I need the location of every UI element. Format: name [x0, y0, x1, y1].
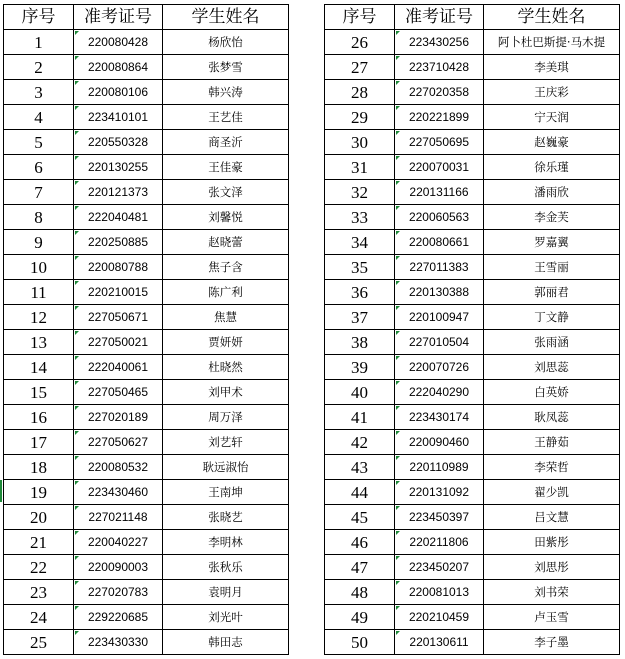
exam-id-cell[interactable]: 223430330: [74, 630, 163, 655]
table-row: [325, 330, 620, 355]
row-selection-marker: [0, 480, 2, 502]
table-row: [325, 30, 620, 55]
header-id[interactable]: 准考证号: [395, 5, 484, 30]
seq-cell[interactable]: 1: [4, 30, 74, 55]
exam-id-cell[interactable]: 220080106: [74, 80, 163, 105]
table-row: [4, 205, 289, 230]
table-row: [325, 605, 620, 630]
student-name-cell[interactable]: 阿卜杜巴斯提·马木提: [484, 30, 620, 55]
student-name-cell[interactable]: 张文泽: [163, 180, 289, 205]
table-row: [325, 380, 620, 405]
student-name-cell[interactable]: 刘馨悦: [163, 205, 289, 230]
seq-cell[interactable]: 49: [325, 605, 395, 630]
seq-cell[interactable]: 39: [325, 355, 395, 380]
table-row: [4, 555, 289, 580]
student-name-cell[interactable]: 张秋乐: [163, 555, 289, 580]
table-row: [4, 305, 289, 330]
exam-id-cell[interactable]: 227020783: [74, 580, 163, 605]
exam-id-cell[interactable]: 227050021: [74, 330, 163, 355]
exam-id-cell[interactable]: 220080788: [74, 255, 163, 280]
table-body-left: [4, 30, 289, 655]
exam-id-cell[interactable]: 220080661: [395, 230, 484, 255]
student-name-cell[interactable]: 张梦雪: [163, 55, 289, 80]
seq-cell[interactable]: 11: [4, 280, 74, 305]
student-name-cell[interactable]: 王南坤: [163, 480, 289, 505]
seq-cell[interactable]: 12: [4, 305, 74, 330]
student-name-cell[interactable]: 潘雨欣: [484, 180, 620, 205]
seq-cell[interactable]: 46: [325, 530, 395, 555]
seq-cell[interactable]: 13: [4, 330, 74, 355]
table-row: [4, 505, 289, 530]
seq-cell[interactable]: 42: [325, 430, 395, 455]
student-name-cell[interactable]: 赵巍豪: [484, 130, 620, 155]
table-row: [325, 430, 620, 455]
seq-cell[interactable]: 47: [325, 555, 395, 580]
seq-cell[interactable]: 6: [4, 155, 74, 180]
seq-cell[interactable]: 24: [4, 605, 74, 630]
student-name-cell[interactable]: 刘书荣: [484, 580, 620, 605]
student-name-cell[interactable]: 韩田志: [163, 630, 289, 655]
table-body-right: [325, 30, 620, 655]
exam-id-cell[interactable]: 222040061: [74, 355, 163, 380]
student-name-cell[interactable]: 李金芙: [484, 205, 620, 230]
table-row: [325, 305, 620, 330]
student-name-cell[interactable]: 杜晓然: [163, 355, 289, 380]
header-no[interactable]: 序号: [325, 5, 395, 30]
student-name-cell[interactable]: 吕文慧: [484, 505, 620, 530]
exam-id-cell[interactable]: 222040290: [395, 380, 484, 405]
seq-cell[interactable]: 32: [325, 180, 395, 205]
seq-cell[interactable]: 18: [4, 455, 74, 480]
table-row: [4, 530, 289, 555]
table-row: [4, 330, 289, 355]
exam-id-cell[interactable]: 227050695: [395, 130, 484, 155]
student-name-cell[interactable]: 李美琪: [484, 55, 620, 80]
seq-cell[interactable]: 50: [325, 630, 395, 655]
table-row: [325, 255, 620, 280]
exam-id-cell[interactable]: 223450207: [395, 555, 484, 580]
student-name-cell[interactable]: 耿凤蕊: [484, 405, 620, 430]
seq-cell[interactable]: 28: [325, 80, 395, 105]
table-row: [325, 505, 620, 530]
student-name-cell[interactable]: 卢玉雪: [484, 605, 620, 630]
student-name-cell[interactable]: 李子墨: [484, 630, 620, 655]
table-row: [4, 130, 289, 155]
student-name-cell[interactable]: 王静茹: [484, 430, 620, 455]
exam-id-cell[interactable]: 220210015: [74, 280, 163, 305]
student-name-cell[interactable]: 白英娇: [484, 380, 620, 405]
exam-id-cell[interactable]: 227011383: [395, 255, 484, 280]
exam-id-cell[interactable]: 220550328: [74, 130, 163, 155]
header-name[interactable]: 学生姓名: [163, 5, 289, 30]
seq-cell[interactable]: 48: [325, 580, 395, 605]
exam-id-cell[interactable]: 220040227: [74, 530, 163, 555]
table-row: [4, 480, 289, 505]
exam-id-cell[interactable]: 220131166: [395, 180, 484, 205]
exam-id-cell[interactable]: 223710428: [395, 55, 484, 80]
student-table-right: [324, 4, 620, 655]
seq-cell[interactable]: 33: [325, 205, 395, 230]
student-name-cell[interactable]: 宁天润: [484, 105, 620, 130]
table-row: [325, 280, 620, 305]
table-row: [4, 105, 289, 130]
header-row: [4, 5, 289, 30]
student-name-cell[interactable]: 刘光叶: [163, 605, 289, 630]
table-row: [325, 355, 620, 380]
seq-cell[interactable]: 40: [325, 380, 395, 405]
header-row: [325, 5, 620, 30]
seq-cell[interactable]: 36: [325, 280, 395, 305]
seq-cell[interactable]: 31: [325, 155, 395, 180]
table-row: [4, 405, 289, 430]
seq-cell[interactable]: 43: [325, 455, 395, 480]
table-row: [325, 580, 620, 605]
exam-id-cell[interactable]: 220131092: [395, 480, 484, 505]
table-row: [4, 580, 289, 605]
seq-cell[interactable]: 23: [4, 580, 74, 605]
student-name-cell[interactable]: 贾妍妍: [163, 330, 289, 355]
header-no[interactable]: 序号: [4, 5, 74, 30]
seq-cell[interactable]: 5: [4, 130, 74, 155]
student-name-cell[interactable]: 罗嘉翼: [484, 230, 620, 255]
table-row: [325, 55, 620, 80]
exam-id-cell[interactable]: 223430174: [395, 405, 484, 430]
exam-id-cell[interactable]: 220080532: [74, 455, 163, 480]
seq-cell[interactable]: 35: [325, 255, 395, 280]
table-row: [325, 105, 620, 130]
student-name-cell[interactable]: 赵晓蕾: [163, 230, 289, 255]
table-row: [325, 480, 620, 505]
student-name-cell[interactable]: 翟少凯: [484, 480, 620, 505]
seq-cell[interactable]: 7: [4, 180, 74, 205]
exam-id-cell[interactable]: 227020189: [74, 405, 163, 430]
seq-cell[interactable]: 17: [4, 430, 74, 455]
table-row: [4, 430, 289, 455]
student-name-cell[interactable]: 陈广利: [163, 280, 289, 305]
exam-id-cell[interactable]: 223410101: [74, 105, 163, 130]
exam-id-cell[interactable]: 220221899: [395, 105, 484, 130]
seq-cell[interactable]: 8: [4, 205, 74, 230]
exam-id-cell[interactable]: 220100947: [395, 305, 484, 330]
seq-cell[interactable]: 16: [4, 405, 74, 430]
student-name-cell[interactable]: 商圣沂: [163, 130, 289, 155]
table-row: [4, 80, 289, 105]
exam-id-cell[interactable]: 223450397: [395, 505, 484, 530]
seq-cell[interactable]: 41: [325, 405, 395, 430]
student-table-left: [3, 4, 289, 655]
student-name-cell[interactable]: 王雪丽: [484, 255, 620, 280]
seq-cell[interactable]: 37: [325, 305, 395, 330]
table-row: [325, 555, 620, 580]
student-name-cell[interactable]: 田紫彤: [484, 530, 620, 555]
exam-id-cell[interactable]: 220060563: [395, 205, 484, 230]
seq-cell[interactable]: 20: [4, 505, 74, 530]
seq-cell[interactable]: 14: [4, 355, 74, 380]
student-name-cell[interactable]: 李荣哲: [484, 455, 620, 480]
student-name-cell[interactable]: 杨欣怡: [163, 30, 289, 55]
student-name-cell[interactable]: 刘思彤: [484, 555, 620, 580]
seq-cell[interactable]: 34: [325, 230, 395, 255]
exam-id-cell[interactable]: 220211806: [395, 530, 484, 555]
exam-id-cell[interactable]: 220210459: [395, 605, 484, 630]
seq-cell[interactable]: 22: [4, 555, 74, 580]
exam-id-cell[interactable]: 220250885: [74, 230, 163, 255]
table-row: [325, 230, 620, 255]
student-name-cell[interactable]: 刘思蕊: [484, 355, 620, 380]
exam-id-cell[interactable]: 220130388: [395, 280, 484, 305]
student-name-cell[interactable]: 王庆彩: [484, 80, 620, 105]
exam-id-cell[interactable]: 220090460: [395, 430, 484, 455]
table-row: [325, 205, 620, 230]
seq-cell[interactable]: 27: [325, 55, 395, 80]
exam-id-cell[interactable]: 227050465: [74, 380, 163, 405]
exam-id-cell[interactable]: 220121373: [74, 180, 163, 205]
student-name-cell[interactable]: 张雨涵: [484, 330, 620, 355]
table-row: [4, 180, 289, 205]
student-name-cell[interactable]: 刘甲术: [163, 380, 289, 405]
student-name-cell[interactable]: 焦慧: [163, 305, 289, 330]
exam-id-cell[interactable]: 223430460: [74, 480, 163, 505]
student-name-cell[interactable]: 郭丽君: [484, 280, 620, 305]
student-name-cell[interactable]: 张晓艺: [163, 505, 289, 530]
seq-cell[interactable]: 30: [325, 130, 395, 155]
exam-id-cell[interactable]: 220070726: [395, 355, 484, 380]
student-name-cell[interactable]: 李明林: [163, 530, 289, 555]
seq-cell[interactable]: 10: [4, 255, 74, 280]
exam-id-cell[interactable]: 222040481: [74, 205, 163, 230]
exam-id-cell[interactable]: 220080428: [74, 30, 163, 55]
exam-id-cell[interactable]: 220090003: [74, 555, 163, 580]
exam-id-cell[interactable]: 227050627: [74, 430, 163, 455]
exam-id-cell[interactable]: 223430256: [395, 30, 484, 55]
seq-cell[interactable]: 4: [4, 105, 74, 130]
student-name-cell[interactable]: 耿远淑怡: [163, 455, 289, 480]
student-name-cell[interactable]: 王艺佳: [163, 105, 289, 130]
exam-id-cell[interactable]: 220110989: [395, 455, 484, 480]
exam-id-cell[interactable]: 220070031: [395, 155, 484, 180]
seq-cell[interactable]: 21: [4, 530, 74, 555]
table-row: [4, 230, 289, 255]
table-row: [4, 55, 289, 80]
exam-id-cell[interactable]: 220080864: [74, 55, 163, 80]
student-name-cell[interactable]: 刘艺轩: [163, 430, 289, 455]
table-row: [4, 355, 289, 380]
table-row: [4, 605, 289, 630]
student-name-cell[interactable]: 丁文静: [484, 305, 620, 330]
seq-cell[interactable]: 2: [4, 55, 74, 80]
table-row: [4, 380, 289, 405]
exam-id-cell[interactable]: 220130611: [395, 630, 484, 655]
table-row: [325, 130, 620, 155]
exam-id-cell[interactable]: 229220685: [74, 605, 163, 630]
table-row: [325, 180, 620, 205]
exam-id-cell[interactable]: 220081013: [395, 580, 484, 605]
seq-cell[interactable]: 44: [325, 480, 395, 505]
seq-cell[interactable]: 38: [325, 330, 395, 355]
table-row: [325, 80, 620, 105]
table-row: [4, 455, 289, 480]
seq-cell[interactable]: 19: [4, 480, 74, 505]
table-row: [325, 405, 620, 430]
student-name-cell[interactable]: 周万泽: [163, 405, 289, 430]
table-row: [4, 255, 289, 280]
table-row: [4, 30, 289, 55]
table-row: [325, 630, 620, 655]
student-name-cell[interactable]: 徐乐瑾: [484, 155, 620, 180]
exam-id-cell[interactable]: 227020358: [395, 80, 484, 105]
table-row: [4, 630, 289, 655]
student-name-cell[interactable]: 袁明月: [163, 580, 289, 605]
header-name[interactable]: 学生姓名: [484, 5, 620, 30]
exam-id-cell[interactable]: 220130255: [74, 155, 163, 180]
seq-cell[interactable]: 26: [325, 30, 395, 55]
student-name-cell[interactable]: 焦子含: [163, 255, 289, 280]
exam-id-cell[interactable]: 227010504: [395, 330, 484, 355]
table-row: [325, 155, 620, 180]
seq-cell[interactable]: 45: [325, 505, 395, 530]
seq-cell[interactable]: 3: [4, 80, 74, 105]
header-id[interactable]: 准考证号: [74, 5, 163, 30]
table-row: [325, 530, 620, 555]
seq-cell[interactable]: 25: [4, 630, 74, 655]
table-row: [4, 280, 289, 305]
exam-id-cell[interactable]: 227021148: [74, 505, 163, 530]
table-row: [4, 155, 289, 180]
seq-cell[interactable]: 15: [4, 380, 74, 405]
student-name-cell[interactable]: 韩兴涛: [163, 80, 289, 105]
seq-cell[interactable]: 29: [325, 105, 395, 130]
seq-cell[interactable]: 9: [4, 230, 74, 255]
student-name-cell[interactable]: 王佳豪: [163, 155, 289, 180]
exam-id-cell[interactable]: 227050671: [74, 305, 163, 330]
table-row: [325, 455, 620, 480]
